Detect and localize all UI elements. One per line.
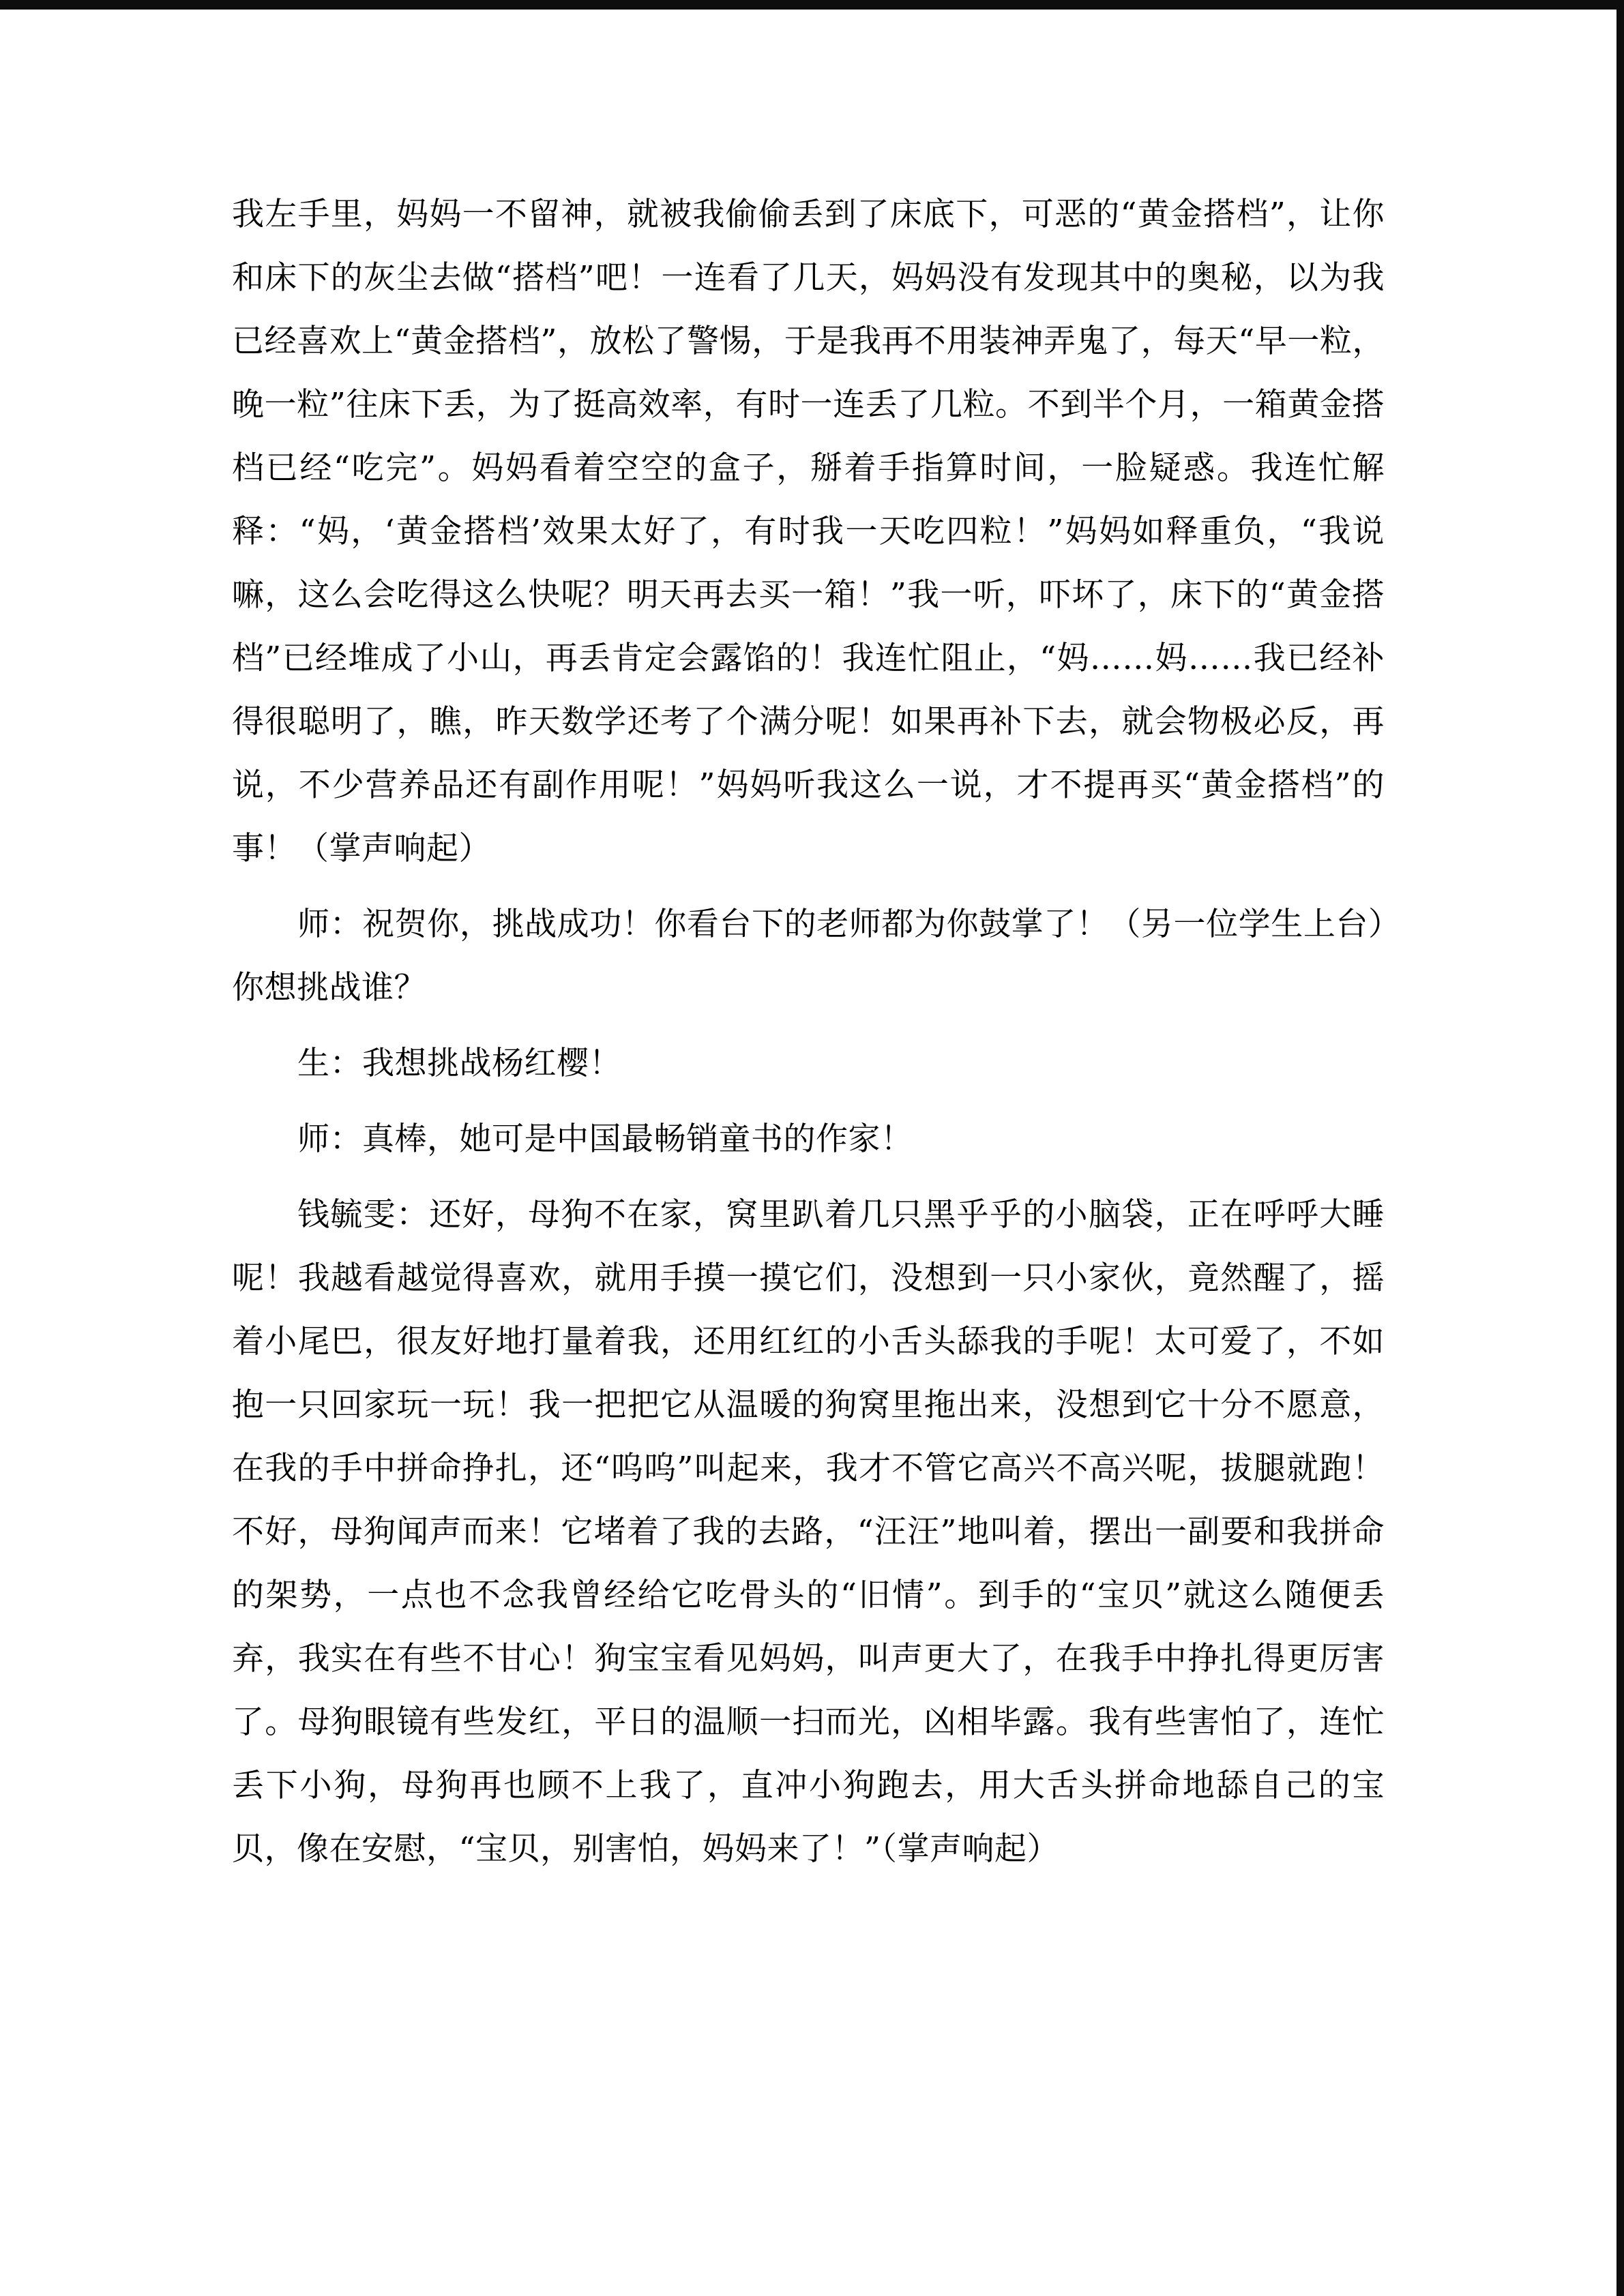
scan-edge-top (0, 0, 1624, 10)
document-body (232, 183, 1385, 1893)
paragraph-teacher-congratulate: 师：祝贺你，挑战成功！你看台下的老师都为你鼓掌了！（另一位学生上台）你想挑战谁？ (232, 906, 1385, 1007)
paragraph-teacher-praise: 师：真棒，她可是中国最畅销童书的作家！ (297, 1120, 913, 1158)
scan-edge-right (1616, 0, 1624, 2296)
paragraph-student-challenge: 生：我想挑战杨红樱！ (297, 1045, 621, 1082)
paragraph-continued-golden-partner: 我左手里，妈妈一不留神，就被我偷偷丢到了床底下，可恶的“黄金搭档”，让你和床下的灰尘去做“搭档”吧！一连看了几天，妈妈没有发现其中的奥秘，以为我已经喜欢上“黄金搭档”，放松了警惕，于是我再不用装神弄鬼了，每天“早一粒，晚一粒”往床下丢，为了挺高效率，有时一连丢了几粒。不到半个月，一箱黄金搭档已经“吃完”。妈妈看着空空的盒子，掰着手指算时间，一脸疑惑。我连忙解释：“妈，‘黄金搭档’效果太好了，有时我一天吃四粒！”妈妈如释重负，“我说嘛，这么会吃得这么快呢？明天再去买一箱！”我一听，吓坏了，床下的“黄金搭档”已经堆成了小山，再丢肯定会露馅的！我连忙阻止，“妈……妈……我已经补得很聪明了，瞧，昨天数学还考了个满分呢！如果再补下去，就会物极必反，再说，不少营养品还有副作用呢！”妈妈听我这么一说，才不提再买“黄金搭档”的事！（掌声响起） (232, 196, 1385, 867)
paragraph-qian-yuwen-story: 钱毓雯：还好，母狗不在家，窝里趴着几只黑乎乎的小脑袋，正在呼呼大睡呢！我越看越觉得喜欢，就用手摸一摸它们，没想到一只小家伙，竟然醒了，摇着小尾巴，很友好地打量着我，还用红红的小舌头舔我的手呢！太可爱了，不如抱一只回家玩一玩！我一把把它从温暖的狗窝里拖出来，没想到它十分不愿意，在我的手中拼命挣扎，还“呜呜”叫起来，我才不管它高兴不高兴呢，拔腿就跑！不好，母狗闻声而来！它堵着了我的去路，“汪汪”地叫着，摆出一副要和我拼命的架势，一点也不念我曾经给它吃骨头的“旧情”。到手的“宝贝”就这么随便丢弃，我实在有些不甘心！狗宝宝看见妈妈，叫声更大了，在我手中挣扎得更厉害了。母狗眼镜有些发红，平日的温顺一扫而光，凶相毕露。我有些害怕了，连忙丢下小狗，母狗再也顾不上我了，直冲小狗跑去，用大舌头拼命地舔自己的宝贝，像在安慰，“宝贝，别害怕，妈妈来了！”（掌声响起） (232, 1196, 1385, 1868)
